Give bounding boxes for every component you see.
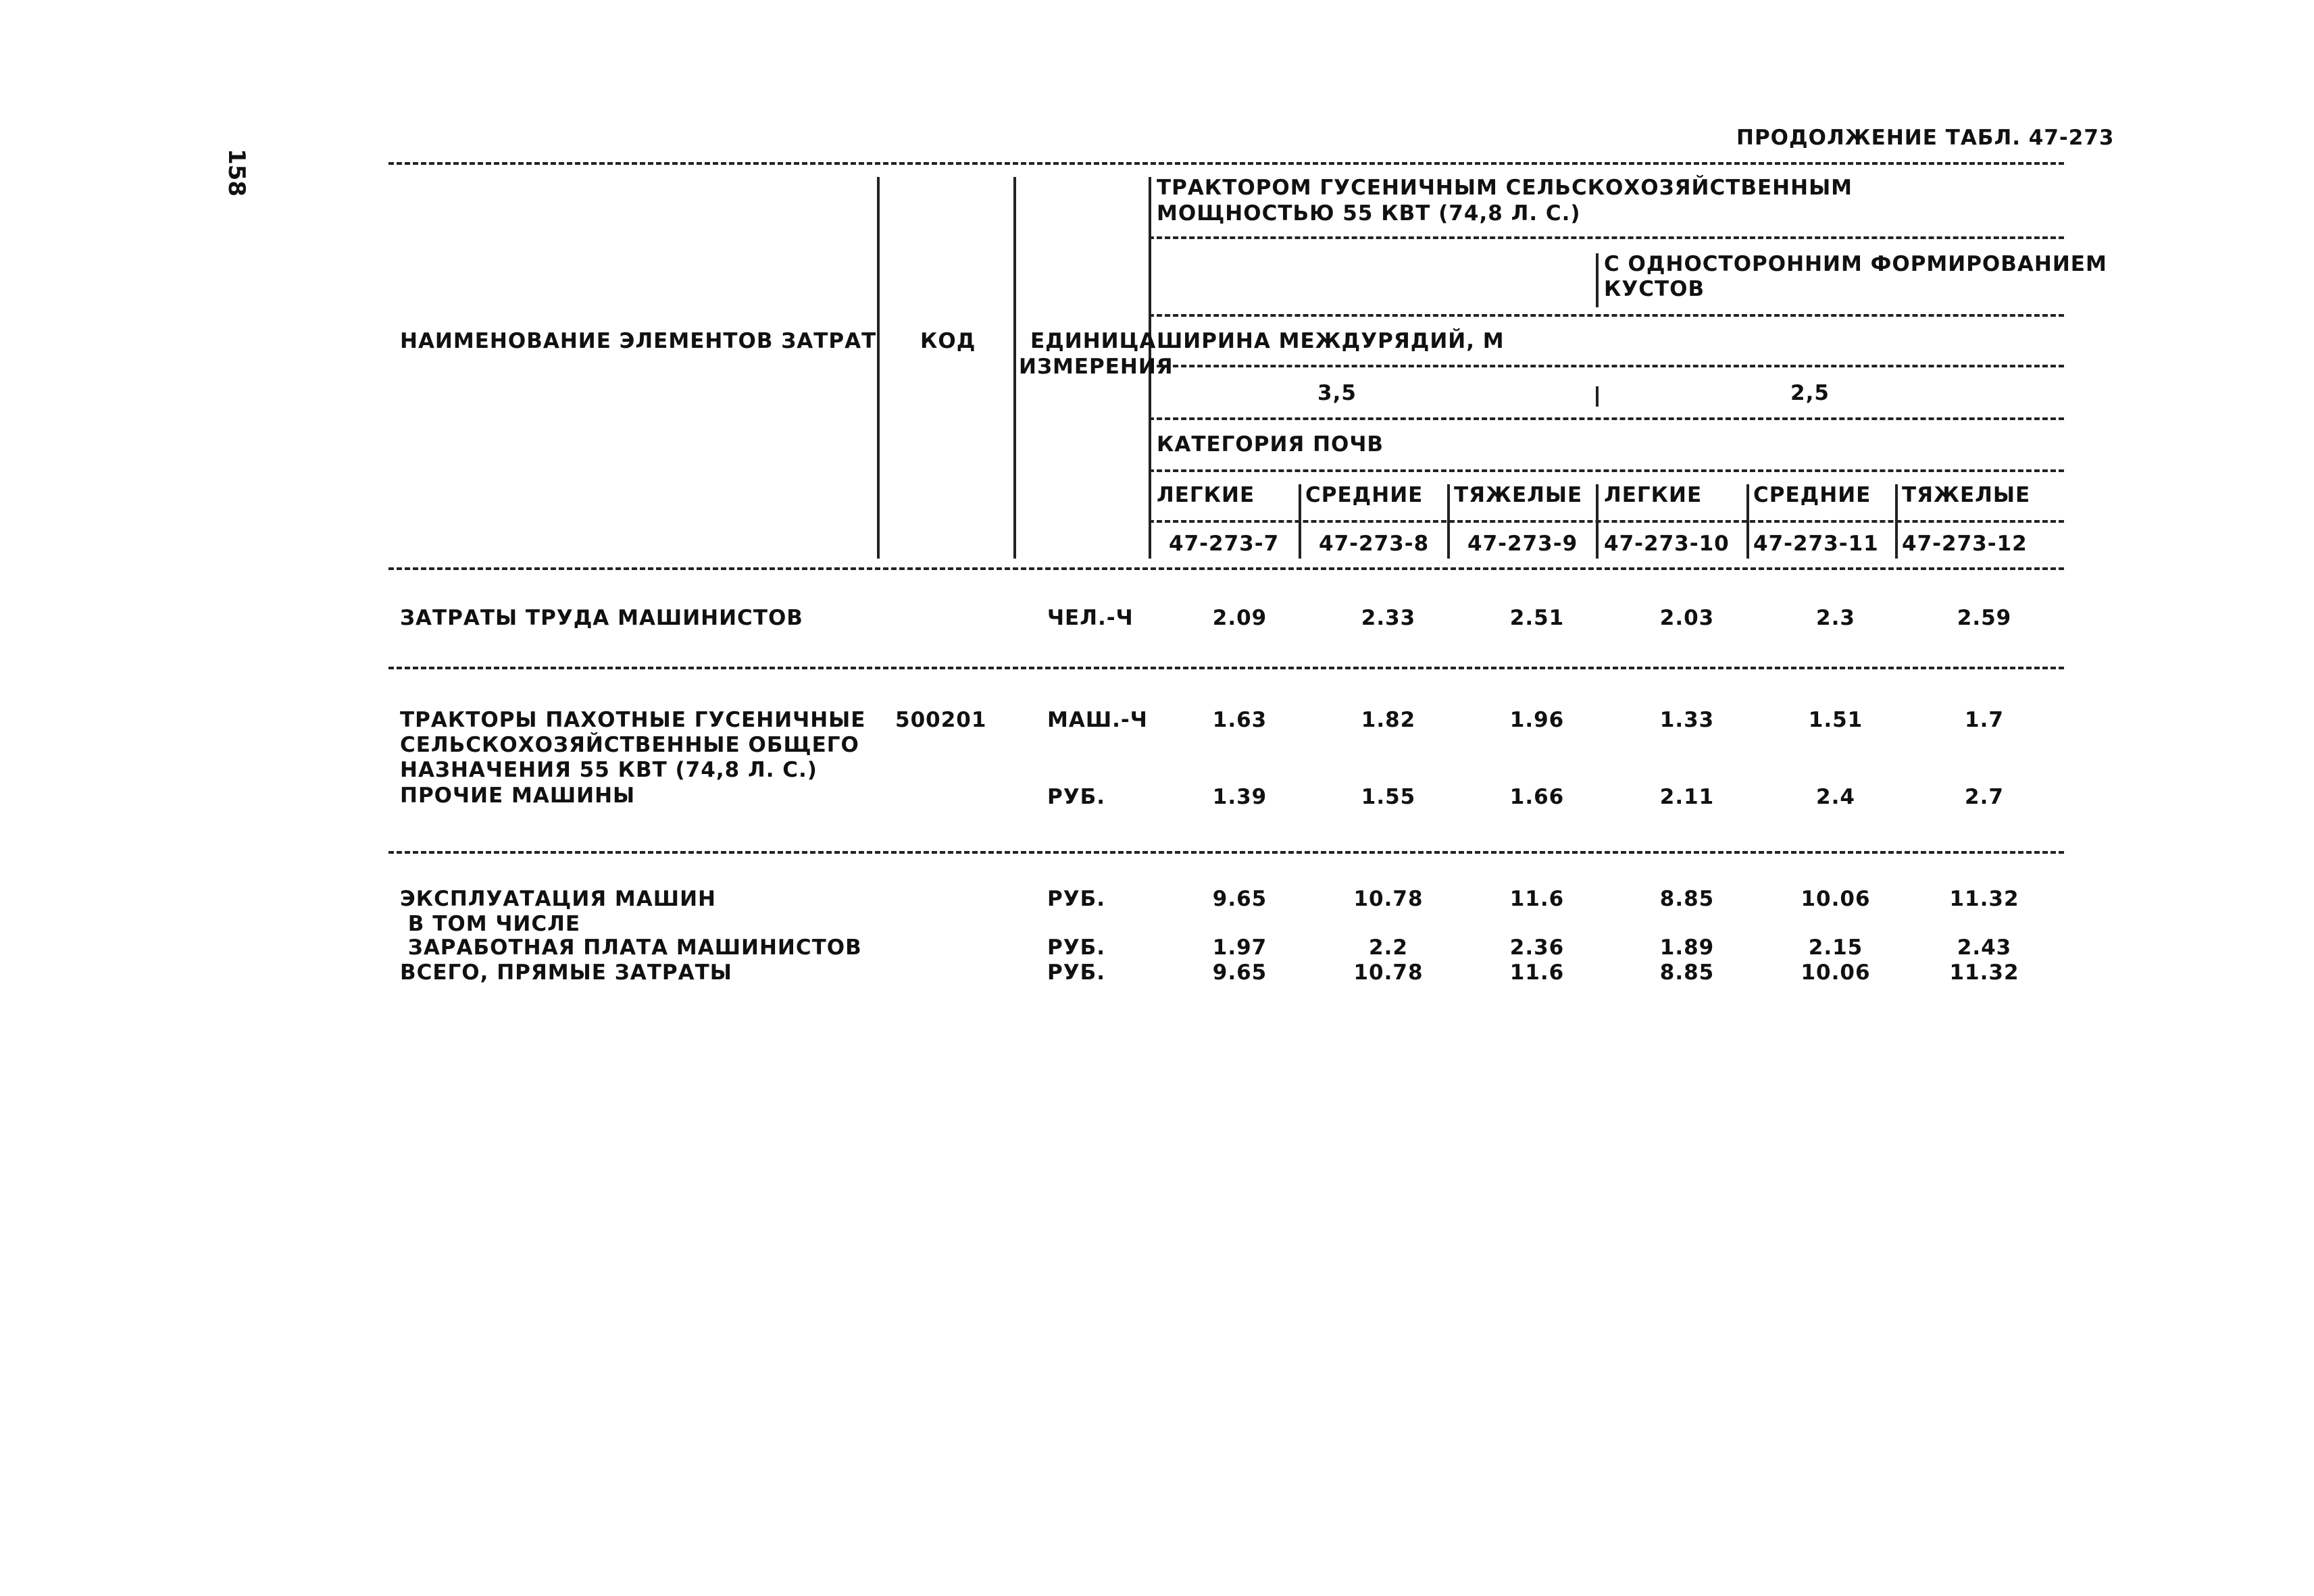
row-labor-v3: 2.51 [1509,606,1565,630]
row-wages-name: ЗАРАБОТНАЯ ПЛАТА МАШИНИСТОВ [400,935,862,960]
row-total-name: ВСЕГО, ПРЯМЫЕ ЗАТРАТЫ [400,960,732,985]
table-caption: ПРОДОЛЖЕНИЕ ТАБЛ. 47-273 [1736,126,2115,150]
header-line-3 [1149,365,2064,367]
divider-forming [1596,253,1599,307]
row-other-v2: 1.55 [1361,785,1416,809]
header-line-6 [1149,520,2064,523]
soil-type-1: ЛЕГКИЕ [1157,483,1255,507]
divider-width [1596,386,1599,407]
code-2: 47-273-8 [1319,532,1430,556]
header-width-b: 2,5 [1790,381,1830,405]
row-labor-unit: ЧЕЛ.-Ч [1047,606,1134,630]
row-tractors-code: 500201 [895,708,987,732]
header-width-a: 3,5 [1317,381,1357,405]
soil-type-3: ТЯЖЕЛЫЕ [1454,483,1583,507]
row-total-v6: 11.32 [1949,960,2019,985]
header-unit-1: ЕДИНИЦА [1030,329,1157,353]
divider-code-unit [1013,177,1016,559]
row-tractors-v3: 1.96 [1509,708,1565,732]
row-labor-v2: 2.33 [1361,606,1416,630]
header-code: КОД [920,329,976,353]
code-6: 47-273-12 [1902,532,2028,556]
row-other-name: ПРОЧИЕ МАШИНЫ [400,783,636,808]
row-total-v4: 8.85 [1659,960,1715,985]
header-soil: КАТЕГОРИЯ ПОЧВ [1157,432,1384,457]
row-total-v1: 9.65 [1212,960,1267,985]
row-total-v2: 10.78 [1353,960,1424,985]
code-5: 47-273-11 [1753,532,1879,556]
row-labor-v5: 2.3 [1816,606,1855,630]
row-tractors-v4: 1.33 [1659,708,1715,732]
row-wages-v3: 2.36 [1509,935,1565,960]
row-tractors-name-2: СЕЛЬСКОХОЗЯЙСТВЕННЫЕ ОБЩЕГО [400,733,859,757]
row-wages-v6: 2.43 [1957,935,2012,960]
row-total-v5: 10.06 [1801,960,1871,985]
row-exploitation-name: ЭКСПЛУАТАЦИЯ МАШИН [400,887,716,911]
row-other-v4: 2.11 [1659,785,1715,809]
header-line-2 [1149,314,2064,317]
row-labor-v1: 2.09 [1212,606,1267,630]
row-other-v6: 2.7 [1965,785,2004,809]
row-exploitation-v2: 10.78 [1353,887,1424,911]
row-total-v3: 11.6 [1509,960,1565,985]
row-wages-v4: 1.89 [1659,935,1715,960]
header-line-5 [1149,469,2064,472]
code-1: 47-273-7 [1169,532,1280,556]
soil-type-4: ЛЕГКИЕ [1604,483,1703,507]
divider-name-code [877,177,880,559]
row-tractors-v2: 1.82 [1361,708,1416,732]
soil-type-2: СРЕДНИЕ [1305,483,1424,507]
header-tractor-1: ТРАКТОРОМ ГУСЕНИЧНЫМ СЕЛЬСКОХОЗЯЙСТВЕННЫМ [1157,176,1853,200]
row-wages-v5: 2.15 [1808,935,1863,960]
header-forming-2: КУСТОВ [1604,277,1705,301]
header-name: НАИМЕНОВАНИЕ ЭЛЕМЕНТОВ ЗАТРАТ [400,329,877,353]
header-bottom-border [388,567,2064,570]
row-exploitation-unit: РУБ. [1047,887,1106,911]
header-unit-2: ИЗМЕРЕНИЯ [1019,355,1174,379]
separator-1 [388,667,2064,669]
header-line-1 [1149,236,2064,239]
row-tractors-v1: 1.63 [1212,708,1267,732]
row-tractors-v6: 1.7 [1965,708,2004,732]
row-exploitation-v3: 11.6 [1509,887,1565,911]
row-exploitation-v5: 10.06 [1801,887,1871,911]
row-other-v3: 1.66 [1509,785,1565,809]
code-4: 47-273-10 [1604,532,1730,556]
row-labor-name: ЗАТРАТЫ ТРУДА МАШИНИСТОВ [400,606,803,630]
row-other-v5: 2.4 [1816,785,1855,809]
code-3: 47-273-9 [1467,532,1578,556]
row-exploitation-v4: 8.85 [1659,887,1715,911]
row-labor-v6: 2.59 [1957,606,2012,630]
separator-2 [388,851,2064,854]
row-including-name: В ТОМ ЧИСЛЕ [400,912,581,936]
header-line-4 [1149,417,2064,420]
row-tractors-name-1: ТРАКТОРЫ ПАХОТНЫЕ ГУСЕНИЧНЫЕ [400,708,866,732]
row-exploitation-v1: 9.65 [1212,887,1267,911]
row-total-unit: РУБ. [1047,960,1106,985]
soil-type-6: ТЯЖЕЛЫЕ [1902,483,2031,507]
header-row-width: ШИРИНА МЕЖДУРЯДИЙ, М [1157,329,1505,353]
row-tractors-v5: 1.51 [1808,708,1863,732]
header-tractor-2: МОЩНОСТЬЮ 55 КВТ (74,8 Л. С.) [1157,201,1581,226]
row-exploitation-v6: 11.32 [1949,887,2019,911]
row-wages-unit: РУБ. [1047,935,1106,960]
row-tractors-unit: МАШ.-Ч [1047,708,1148,732]
row-other-unit: РУБ. [1047,785,1106,809]
row-wages-v2: 2.2 [1369,935,1408,960]
row-wages-v1: 1.97 [1212,935,1267,960]
header-forming-1: С ОДНОСТОРОННИМ ФОРМИРОВАНИЕМ [1604,252,2107,276]
table-top-border [388,162,2064,165]
row-tractors-name-3: НАЗНАЧЕНИЯ 55 КВТ (74,8 Л. С.) [400,758,818,782]
row-other-v1: 1.39 [1212,785,1267,809]
row-labor-v4: 2.03 [1659,606,1715,630]
soil-type-5: СРЕДНИЕ [1753,483,1871,507]
page-number: 158 [223,149,250,197]
